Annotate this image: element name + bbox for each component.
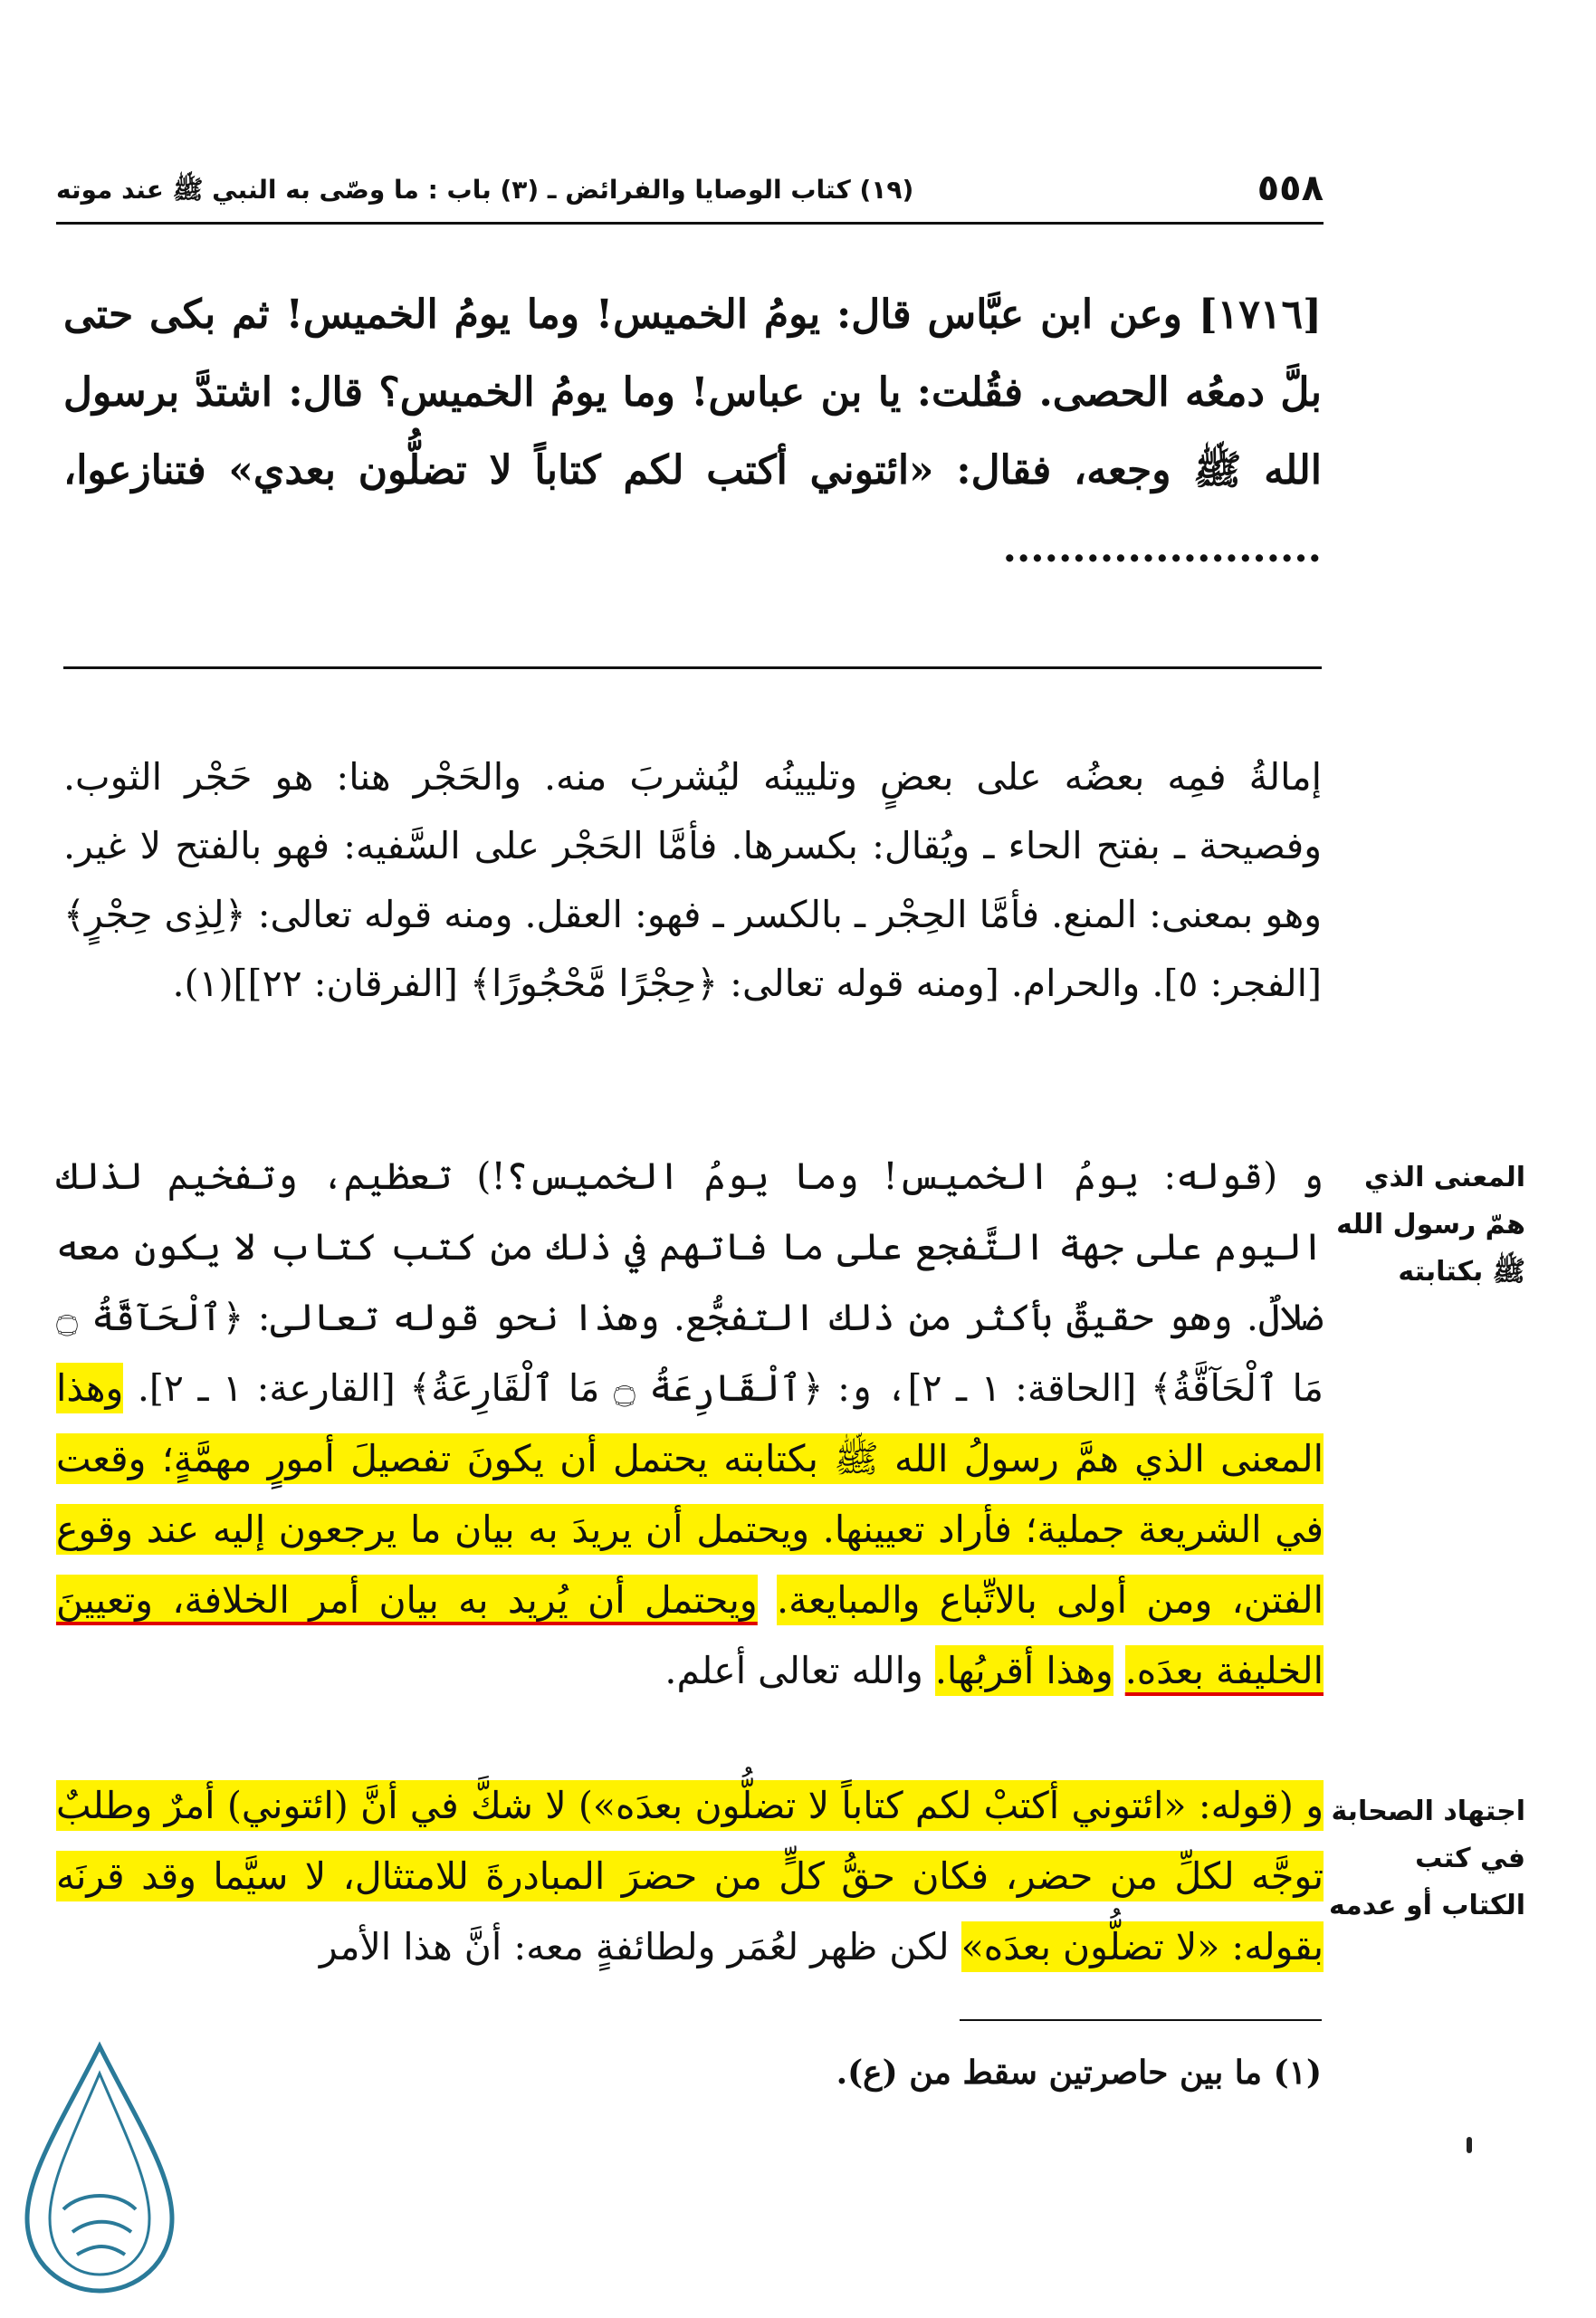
- section-2-paragraph: [56, 1770, 1324, 1982]
- margin-note-2: اجتهاد الصحابة في كتب الكتاب أو عدمه: [1328, 1796, 1525, 1921]
- hadith-text: [١٧١٦] وعن ابن عبَّاس قال: يومُ الخميس! وما يومُ الخميس! ثم بكى حتى بلَّ دمعُه الحصى. فقُلت: يا بن عباس! وما يومُ الخميس؟ قال: اشتدَّ برسول الله ﷺ وجعه، فقال: «ائتوني أكتب لكم كتاباً لا تضلُّون بعدي» فتنازعوا، .......................: [63, 292, 1322, 571]
- section-1-underlined: ويحتمل أن يُريد به بيان أمر الخلافة، وتعيينَ الخليفة بعدَه.: [56, 1575, 1324, 1696]
- section-1-closing: والله تعالى أعلم.: [664, 1649, 923, 1692]
- running-title: (١٩) كتاب الوصايا والفرائض ـ (٣) باب : ما وصّى به النبي ﷺ عند موته: [56, 175, 914, 205]
- section-2-highlight: و (قوله: «ائتوني أكتبْ لكم كتاباً لا تضلُّون بعدَه») لا شكَّ في أنَّ (ائتوني) أمرٌ وطلبٌ توجَّه لكلِّ من حضر، فكان حقُّ كلٍّ من حضرَ المبادرةَ للامتثال، لا سيَّما وقد قرنَه بقوله: «لا تضلُّون بعدَه»: [56, 1780, 1324, 1972]
- page-mark: [1467, 2137, 1472, 2153]
- section-1-highlight: وهذا المعنى الذي همَّ رسولُ الله ﷺ بكتابته يحتمل أن يكونَ تفصيلَ أمورٍ مهمَّةٍ؛ وقعت في الشريعة جملية؛ فأراد تعيينها. ويحتمل أن يريدَ به بيان ما يرجعون إليه عند وقوع الفتن، ومن أولى بالاتِّباع والمبايعة.: [56, 1363, 1324, 1625]
- page-header: [56, 168, 1324, 225]
- section-1-plain: و (قوله: يومُ الخميس! وما يومُ الخميس؟!) تعظيم، وتفخيم لذلك اليوم على جهة التَّفجع على ما فاتهم في ذلك من كتب كتاب لا يكون معه ضلالٌ. وهو حقيقٌ بأكثر من ذلك التفجُّع. وهذا نحو قوله تعالى: ﴿ٱلْحَآقَّةُ ۝ مَا ٱلْحَآقَّةُ﴾ [الحاقة: ١ ـ ٢]، و: ﴿ٱلْقَارِعَةُ ۝ مَا ٱلْقَارِعَةُ﴾ [القارعة: ١ ـ ٢].: [56, 1154, 1324, 1410]
- watermark-logo: [9, 2037, 190, 2300]
- footnote: (١) ما بين حاصرتين سقط من (ع).: [836, 2054, 1322, 2092]
- footnote-divider: [960, 2019, 1322, 2021]
- main-divider: [63, 666, 1322, 669]
- section-1-highlight-end: وهذا أقربُها.: [935, 1645, 1113, 1696]
- commentary-text: إمالةُ فمِه بعضُه على بعضٍ وتليينُه ليُشربَ منه. والحَجْر هنا: هو حَجْر الثوب. وفصيحة ـ بفتح الحاء ـ ويُقال: بكسرها. فأمَّا الحَجْر على السَّفيه: فهو بالفتح لا غير. وهو بمعنى: المنع. فأمَّا الحِجْر ـ بالكسر ـ فهو: العقل. ومنه قوله تعالى: ﴿لِذِى حِجْرٍ﴾ [الفجر: ٥]. والحرام. [ومنه قوله تعالى: ﴿حِجْرًا مَّحْجُورًا﴾ [الفرقان: ٢٢]](١).: [63, 755, 1322, 1005]
- page-number: ٥٥٨: [1257, 168, 1324, 209]
- margin-note-1: المعنى الذي همّ رسول الله ﷺ بكتابته: [1336, 1162, 1525, 1288]
- section-1-paragraph: [56, 1141, 1324, 1706]
- section-2-plain: لكن ظهر لعُمَر ولطائفةٍ معه: أنَّ هذا الأمر: [319, 1925, 950, 1968]
